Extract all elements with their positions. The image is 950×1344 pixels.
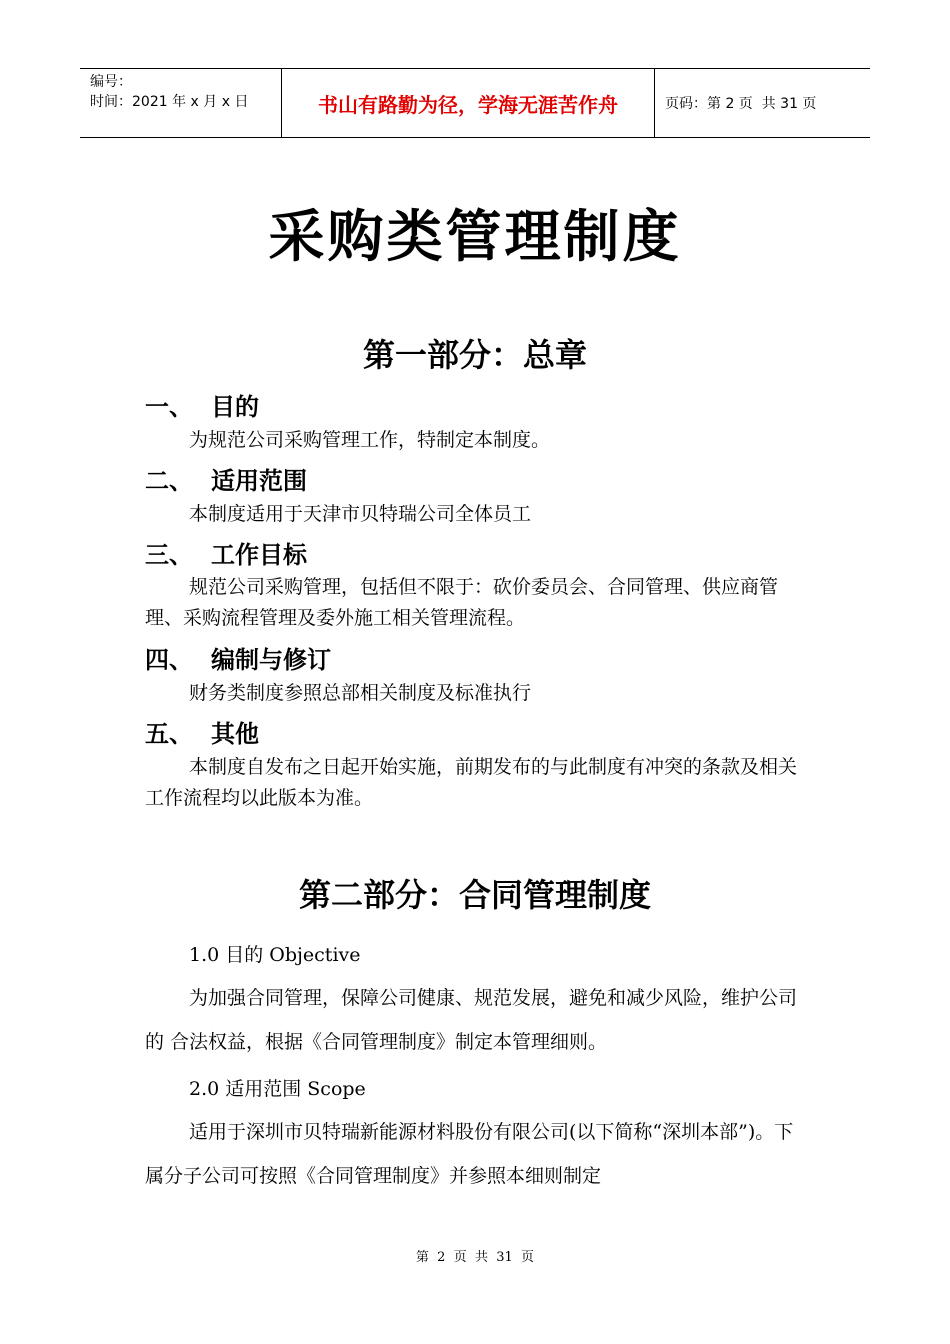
section-title: 目的 <box>211 393 259 421</box>
subsection-text: 为加强合同管理，保障公司健康、规范发展，避免和减少风险，维护公司的 合法权益，根据《合同管理制度》制定本管理细则。 <box>145 987 798 1053</box>
section-title: 适用范围 <box>211 467 307 495</box>
page-footer: 第 2 页 共 31 页 <box>415 1250 535 1265</box>
header-motto: 书山有路勤为径，学海无涯苦作舟 <box>282 69 655 137</box>
section-heading <box>145 640 331 675</box>
section-text: 本制度适用于天津市贝特瑞公司全体员工 <box>189 503 532 525</box>
section-text: 财务类制度参照总部相关制度及标准执行 <box>189 682 532 704</box>
time-label: 时间：2021 年 x 月 x 日 <box>90 94 249 110</box>
section-heading <box>145 461 307 496</box>
section-number: 一、 <box>145 393 193 421</box>
section-title: 编制与修订 <box>211 646 331 674</box>
section-number: 二、 <box>145 467 193 495</box>
section-text: 为规范公司采购管理工作，特制定本制度。 <box>189 429 551 451</box>
section-number: 三、 <box>145 541 193 569</box>
section-text: 本制度自发布之日起开始实施，前期发布的与此制度有冲突的条款及相关工作流程均以此版本为准。 <box>145 756 798 809</box>
document-title: 采购类管理制度 <box>268 205 682 270</box>
section-title: 工作目标 <box>211 541 307 569</box>
subsection-heading: 1.0 目的 Objective <box>189 944 361 966</box>
page-header <box>80 68 870 138</box>
number-label: 编号： <box>90 74 132 90</box>
section-number: 四、 <box>145 646 193 674</box>
part2-title: 第二部分：合同管理制度 <box>298 876 651 914</box>
section-heading <box>145 714 259 749</box>
subsection-heading: 2.0 适用范围 Scope <box>189 1078 366 1100</box>
part1-title: 第一部分：总章 <box>362 336 587 374</box>
section-heading <box>145 387 259 422</box>
subsection-text: 适用于深圳市贝特瑞新能源材料股份有限公司(以下简称“深圳本部”)。下属分子公司可按照《合同管理制度》并参照本细则制定 <box>145 1121 794 1187</box>
header-meta-cell <box>80 69 282 137</box>
section-heading <box>145 535 307 570</box>
section-text: 规范公司采购管理，包括但不限于：砍价委员会、合同管理、供应商管理、采购流程管理及委外施工相关管理流程。 <box>145 576 779 629</box>
header-page-info: 页码：第 2 页 共 31 页 <box>665 96 817 112</box>
section-title: 其他 <box>211 720 259 748</box>
section-number: 五、 <box>145 720 193 748</box>
